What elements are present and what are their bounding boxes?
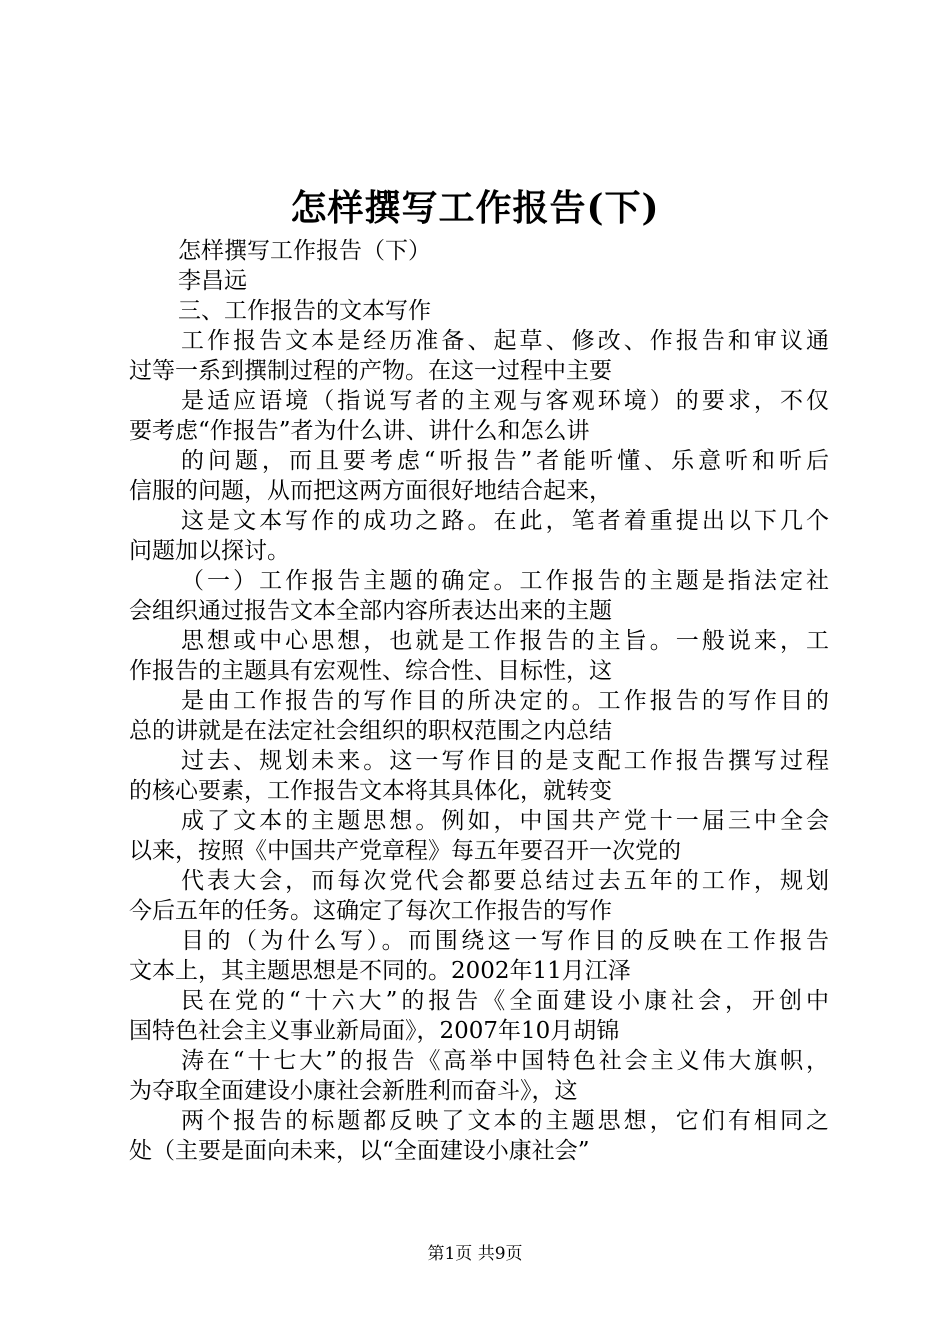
text-line: 这是文本写作的成功之路。在此，笔者着重提出以下几个: [181, 508, 829, 534]
text-line: 问题加以探讨。: [129, 538, 290, 564]
text-line: 李昌远: [178, 268, 247, 294]
text-line: 思想或中心思想，也就是工作报告的主旨。一般说来，工: [181, 628, 829, 654]
text-line: 成了文本的主题思想。例如，中国共产党十一届三中全会: [181, 808, 829, 834]
text-line: 处（主要是面向未来，以“全面建设小康社会”: [129, 1138, 590, 1164]
text-line: 怎样撰写工作报告（下）: [178, 238, 431, 264]
text-line: 过去、规划未来。这一写作目的是支配工作报告撰写过程: [181, 748, 829, 774]
text-line: 今后五年的任务。这确定了每次工作报告的写作: [129, 898, 612, 924]
text-line: 以来，按照《中国共产党章程》每五年要召开一次党的: [129, 838, 681, 864]
text-line: 是适应语境（指说写者的主观与客观环境）的要求，不仅: [181, 388, 829, 414]
text-line: 涛在“十七大”的报告《高举中国特色社会主义伟大旗帜，: [181, 1048, 829, 1074]
text-line: 三、工作报告的文本写作: [178, 298, 431, 324]
text-line: 是由工作报告的写作目的所决定的。工作报告的写作目的: [181, 688, 829, 714]
text-line: 国特色社会主义事业新局面》，2007年10月胡锦: [129, 1018, 620, 1044]
document-title: 怎样撰写工作报告(下): [290, 187, 660, 229]
text-line: （一）工作报告主题的确定。工作报告的主题是指法定社: [181, 568, 829, 594]
text-line: 信服的问题，从而把这两方面很好地结合起来，: [129, 478, 612, 504]
text-line: 作报告的主题具有宏观性、综合性、目标性，这: [129, 658, 612, 684]
text-line: 总的讲就是在法定社会组织的职权范围之内总结: [129, 718, 612, 744]
text-line: 要考虑“作报告”者为什么讲、讲什么和怎么讲: [129, 418, 590, 444]
text-line: 目的（为什么写）。而围绕这一写作目的反映在工作报告: [181, 928, 829, 954]
text-line: 为夺取全面建设小康社会新胜利而奋斗》，这: [129, 1078, 578, 1104]
text-line: 过等一系到撰制过程的产物。在这一过程中主要: [129, 358, 612, 384]
text-line: 的问题，而且要考虑“听报告”者能听懂、乐意听和听后: [181, 448, 829, 474]
text-line: 代表大会，而每次党代会都要总结过去五年的工作，规划: [181, 868, 829, 894]
page-number: 第1页 共9页: [427, 1244, 523, 1264]
text-line: 文本上，其主题思想是不同的。2002年11月江泽: [129, 958, 631, 984]
text-line: 民在党的“十六大”的报告《全面建设小康社会，开创中: [181, 988, 829, 1014]
text-line: 工作报告文本是经历准备、起草、修改、作报告和审议通: [181, 328, 829, 354]
document-body: [129, 236, 829, 1166]
text-line: 会组织通过报告文本全部内容所表达出来的主题: [129, 598, 612, 624]
text-line: 的核心要素，工作报告文本将其具体化，就转变: [129, 778, 612, 804]
text-line: 两个报告的标题都反映了文本的主题思想，它们有相同之: [181, 1108, 829, 1134]
